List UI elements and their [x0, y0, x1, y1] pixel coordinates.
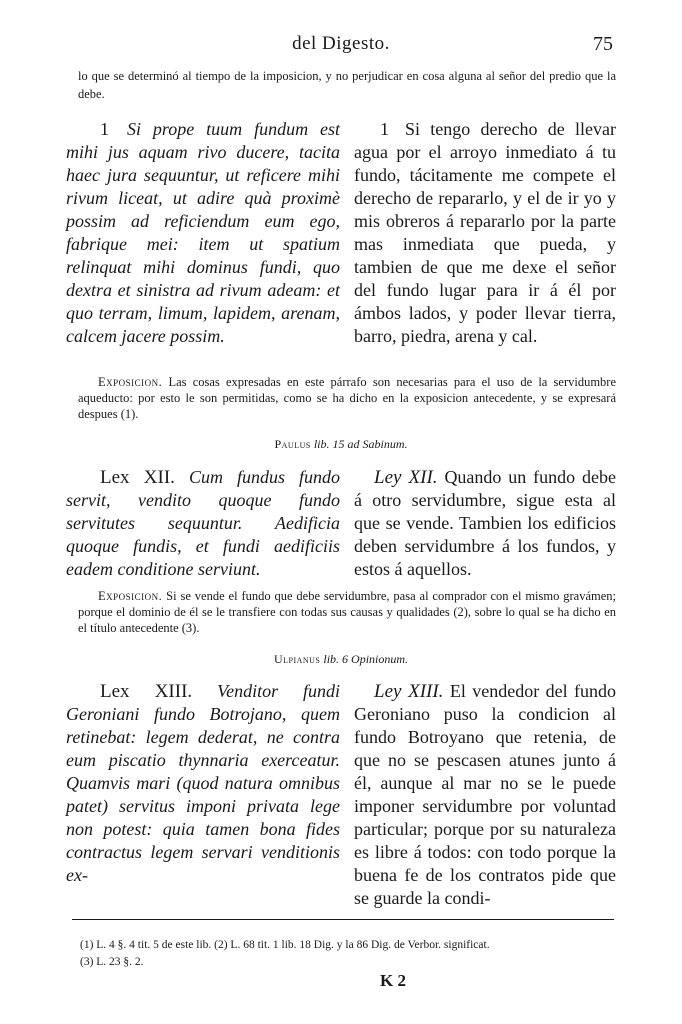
lex12-latin-head: Lex XII. [100, 467, 175, 488]
source-ulpianus-author: Ulpianus [273, 652, 321, 666]
lex13-latin-text: Venditor fundi Geroniani fundo Botrojano, quem retinebat: legem dederat, ne contra eum piscatio thynnaria exerceatur. Quamvis mari (quod natura omnibus patet) servitus imponi privata lege non potest: quia tamen bona fides contractus legem servari venditionis ex- [66, 681, 341, 885]
source-paulus-ref: lib. 15 ad Sabinum. [313, 437, 408, 451]
exposicion-1-label: Exposicion. [98, 375, 163, 389]
section1-spanish-text: Si tengo derecho de llevar agua por el arroyo inmediato á tu fundo, tácitamente me compete el derecho de repararlo, y el de ir yo y mis obreros á repararlo por la parte mas inmediata que pueda, y tambien de que me dexe el señor del fundo lugar para ir á él por ámbos lados, y poder llevar tierra, barro, piedra, arena y cal. [354, 119, 616, 346]
signature-mark: K 2 [380, 971, 406, 990]
footnotes [80, 937, 620, 971]
source-ulpianus [0, 652, 682, 667]
footnote-line-2: (3) L. 23 §. 2. [80, 956, 144, 968]
footnote-divider [72, 919, 614, 920]
lex12-latin-text: Cum fundus fundo servit, vendito quoque fundo servitutes sequuntur. Aedificia quoque fundis, et fundi aedificiis eadem conditione serviunt. [66, 467, 340, 579]
lex13-spanish-head: Ley XIII. [374, 681, 444, 702]
section1-spanish-number: 1 [380, 119, 389, 139]
source-ulpianus-ref: lib. 6 Opinionum. [323, 652, 409, 666]
lex13-latin [66, 680, 340, 887]
section1-latin [66, 118, 340, 348]
exposicion-1 [78, 374, 616, 422]
section1-latin-text: Si prope tuum fundum est mihi jus aquam rivo ducere, tacita haec jura sequuntur, ut reficere mihi rivum liceat, ut adire quà proximè possim ad reficiendum eum ego, fabrique mei: item ut spatium relinquat mihi dominus fundi, quo dextra et sinistra ad rivum adeam: et quo terram, limum, lapidem, arenam, calcem jacere possim. [66, 119, 340, 346]
exposicion-2-text: Si se vende el fundo que debe servidumbre, pasa al comprador con el mismo gravámen; porque el dominio de él se le transfiere con todas sus causas y qualidades (2), sobre lo qual se ha dicho en el título antecedente (3). [78, 589, 616, 635]
exposicion-1-text: Las cosas expresadas en este párrafo son necesarias para el uso de la servidumbre aqueducto: por esto le son permitidas, como se ha dicho en la exposicion antecedente, y se expresará despues (1). [78, 375, 617, 421]
section1-spanish [354, 118, 616, 348]
lex13-spanish [354, 680, 616, 910]
section1-latin-number: 1 [100, 119, 109, 139]
lex13-spanish-text: El vendedor del fundo Geroniano puso la condicion al fundo Botroyano que retenia, de que no se pescasen atunes junto á él, aunque al mar no se le puede imponer servidumbre por voluntad particular; porque por su naturaleza es libre á todos: con todo porque la buena fe de los contratos pide que se guarde la condi- [354, 681, 617, 908]
page-header-title: del Digesto. [292, 33, 390, 54]
intro-paragraph: lo que se determinó al tiempo de la imposicion, y no perjudicar en cosa alguna al señor del predio que la debe. [78, 69, 616, 101]
exposicion-2-label: Exposicion. [98, 589, 163, 603]
footnote-line-1: (1) L. 4 §. 4 tit. 5 de este lib. (2) L. 68 tit. 1 lib. 18 Dig. y la 86 Dig. de Verbor. significat. [80, 939, 490, 951]
lex12-spanish-text: Quando un fundo debe á otro servidumbre, sigue esta al que se vende. Tambien los edificios deben servidumbre á los fundos, y estos á aquellos. [354, 467, 616, 579]
source-paulus [0, 437, 682, 452]
lex12-spanish-head: Ley XII. [374, 467, 438, 488]
source-paulus-author: Paulus [274, 437, 311, 451]
lex12-latin [66, 466, 340, 581]
exposicion-2 [78, 588, 616, 636]
page-number: 75 [593, 33, 613, 55]
lex12-spanish [354, 466, 616, 581]
lex13-latin-head: Lex XIII. [100, 681, 193, 702]
